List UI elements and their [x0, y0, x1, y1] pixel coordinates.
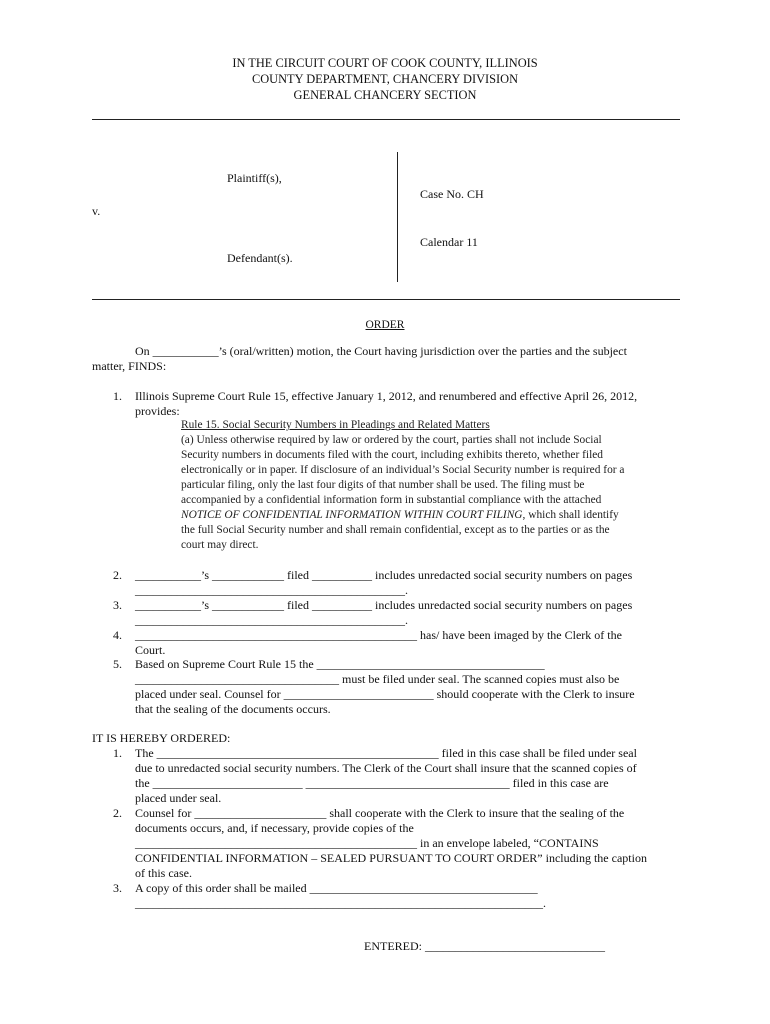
rule-15-text: Security numbers in documents filed with the court, including exhibits thereto, whether filed — [181, 449, 603, 461]
department-name: COUNTY DEPARTMENT, CHANCERY DIVISION — [251, 72, 519, 86]
order-2-line: CONFIDENTIAL INFORMATION – SEALED PURSUANT TO COURT ORDER” including the caption — [135, 851, 647, 865]
order-1-line: due to unredacted social security numbers. The Clerk of the Court shall insure that the scanned copies of — [135, 761, 637, 775]
entered-signature-line: ENTERED: ______________________________ — [364, 939, 605, 953]
finding-3-line: _____________________________________________. — [135, 613, 408, 627]
finding-5-line: placed under seal. Counsel for _________________________ should cooperate with the Clerk to insure — [135, 687, 635, 701]
finding-1-line: Illinois Supreme Court Rule 15, effective January 1, 2012, and renumbered and effective April 26, 2012, — [135, 389, 638, 403]
order-1-line: placed under seal. — [135, 791, 222, 805]
finding-2 — [135, 568, 680, 598]
court-header — [0, 55, 770, 103]
order-title: ORDER — [365, 319, 405, 331]
rule-15-text: court may direct. — [181, 539, 259, 551]
finding-5-line: __________________________________ must be filed under seal. The scanned copies must also be — [135, 672, 620, 686]
finding-2-line: ___________’s ____________ filed __________ includes unredacted social security numbers on pages — [135, 568, 633, 582]
notice-rest: , which shall identify — [522, 509, 619, 521]
finding-5 — [135, 657, 680, 717]
caption-divider — [397, 152, 398, 282]
rule-15-text: electronically or in paper. If disclosure of an individual’s Social Security number is required for a — [181, 464, 625, 476]
rule-15-text-notice — [181, 508, 677, 523]
rule-15-text: (a) Unless otherwise required by law or ordered by the court, parties shall not include Social — [181, 434, 602, 446]
case-number: Case No. CH — [420, 187, 484, 201]
calendar-number: Calendar 11 — [420, 235, 478, 249]
order-number: 3. — [113, 881, 122, 895]
rule-15-title: Rule 15. Social Security Numbers in Pleadings and Related Matters — [181, 419, 490, 431]
intro-line-1: On ___________’s (oral/written) motion, the Court having jurisdiction over the parties and the subject — [135, 344, 627, 358]
finding-1 — [135, 389, 680, 419]
finding-5-line: that the sealing of the documents occurs. — [135, 702, 331, 716]
finding-1-line: provides: — [135, 404, 180, 418]
finding-2-line: _____________________________________________. — [135, 583, 408, 597]
finding-number: 4. — [113, 628, 122, 642]
finding-number: 3. — [113, 598, 122, 612]
intro-line-2: matter, FINDS: — [92, 359, 167, 373]
order-1-line: the _________________________ __________________________________ filed in this case are — [135, 776, 609, 790]
finding-3 — [135, 598, 680, 628]
order-2-line: Counsel for ______________________ shall cooperate with the Clerk to insure that the sealing of the — [135, 806, 625, 820]
finding-4-line: _______________________________________________ has/ have been imaged by the Clerk of the — [135, 628, 622, 642]
plaintiff-label: Plaintiff(s), — [227, 171, 282, 185]
header-divider — [92, 119, 680, 120]
caption-divider-bottom — [92, 299, 680, 300]
order-2-line: documents occurs, and, if necessary, provide copies of the — [135, 821, 414, 835]
finding-3-line: ___________’s ____________ filed __________ includes unredacted social security numbers on pages — [135, 598, 633, 612]
order-2-line: of this case. — [135, 866, 192, 880]
order-3-line: A copy of this order shall be mailed ______________________________________ — [135, 881, 538, 895]
court-name: IN THE CIRCUIT COURT OF COOK COUNTY, ILLINOIS — [232, 56, 538, 70]
order-number: 2. — [113, 806, 122, 820]
order-number: 1. — [113, 746, 122, 760]
notice-title: NOTICE OF CONFIDENTIAL INFORMATION WITHIN COURT FILING — [181, 509, 523, 521]
rule-15-text: the full Social Security number and shall remain confidential, except as to the parties or as the — [181, 524, 610, 536]
rule-15-text: particular filing, only the last four digits of that number shall be used. The filing must be — [181, 479, 585, 491]
finding-number: 2. — [113, 568, 122, 582]
versus-label: v. — [92, 204, 101, 218]
ordered-heading: IT IS HEREBY ORDERED: — [92, 731, 231, 745]
order-3 — [135, 881, 680, 911]
order-2-line: _______________________________________________ in an envelope labeled, “CONTAINS — [135, 836, 599, 850]
finding-number: 5. — [113, 657, 122, 671]
order-1 — [135, 746, 680, 806]
finding-4-line: Court. — [135, 643, 166, 657]
finding-4 — [135, 628, 680, 658]
defendant-label: Defendant(s). — [227, 251, 293, 265]
rule-15-text: accompanied by a confidential information form in substantial compliance with the attached — [181, 494, 602, 506]
finding-5-line: Based on Supreme Court Rule 15 the ______________________________________ — [135, 657, 545, 671]
section-name: GENERAL CHANCERY SECTION — [293, 88, 477, 102]
finding-number: 1. — [113, 389, 122, 403]
order-2 — [135, 806, 680, 881]
rule-15-quote — [181, 418, 677, 553]
order-3-line: ____________________________________________________________________. — [135, 896, 546, 910]
order-1-line: The _______________________________________________ filed in this case shall be filed under seal — [135, 746, 637, 760]
